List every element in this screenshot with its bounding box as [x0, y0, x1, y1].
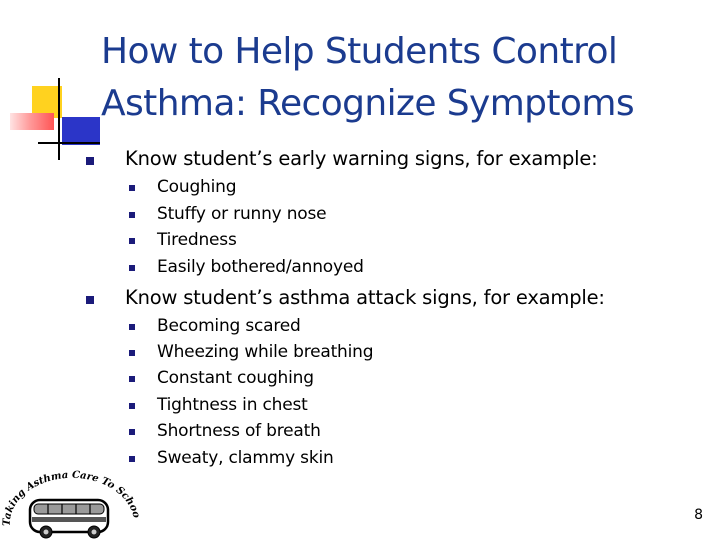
sub-bullet-square-icon — [129, 456, 135, 462]
list-item: Stuffy or runny nose — [157, 204, 327, 224]
section-heading-early-warning: Know student’s early warning signs, for example: — [125, 147, 598, 170]
list-item: Wheezing while breathing — [157, 342, 374, 362]
list-item: Shortness of breath — [157, 421, 321, 441]
sub-bullet-square-icon — [129, 238, 135, 244]
list-item: Easily bothered/annoyed — [157, 257, 364, 277]
sub-bullet-square-icon — [129, 376, 135, 382]
sub-bullet-square-icon — [129, 265, 135, 271]
sub-bullet-square-icon — [129, 324, 135, 330]
logo-text: Taking Asthma Care To Schoo — [2, 470, 142, 527]
slide-title-line-1: How to Help Students Control — [101, 31, 618, 72]
list-item: Coughing — [157, 177, 237, 197]
bullet-square-icon — [86, 157, 94, 165]
slide-title-line-2: Asthma: Recognize Symptoms — [101, 83, 634, 124]
sub-bullet-square-icon — [129, 350, 135, 356]
page-number: 8 — [694, 507, 703, 523]
sub-bullet-square-icon — [129, 403, 135, 409]
list-item: Constant coughing — [157, 368, 314, 388]
section-heading-attack-signs: Know student’s asthma attack signs, for example: — [125, 286, 605, 309]
list-item: Tiredness — [157, 230, 237, 250]
sub-bullet-square-icon — [129, 185, 135, 191]
sub-bullet-square-icon — [129, 212, 135, 218]
list-item: Tightness in chest — [157, 395, 308, 415]
list-item: Sweaty, clammy skin — [157, 448, 334, 468]
school-bus-logo — [2, 470, 142, 540]
bullet-square-icon — [86, 296, 94, 304]
list-item: Becoming scared — [157, 316, 301, 336]
sub-bullet-square-icon — [129, 429, 135, 435]
